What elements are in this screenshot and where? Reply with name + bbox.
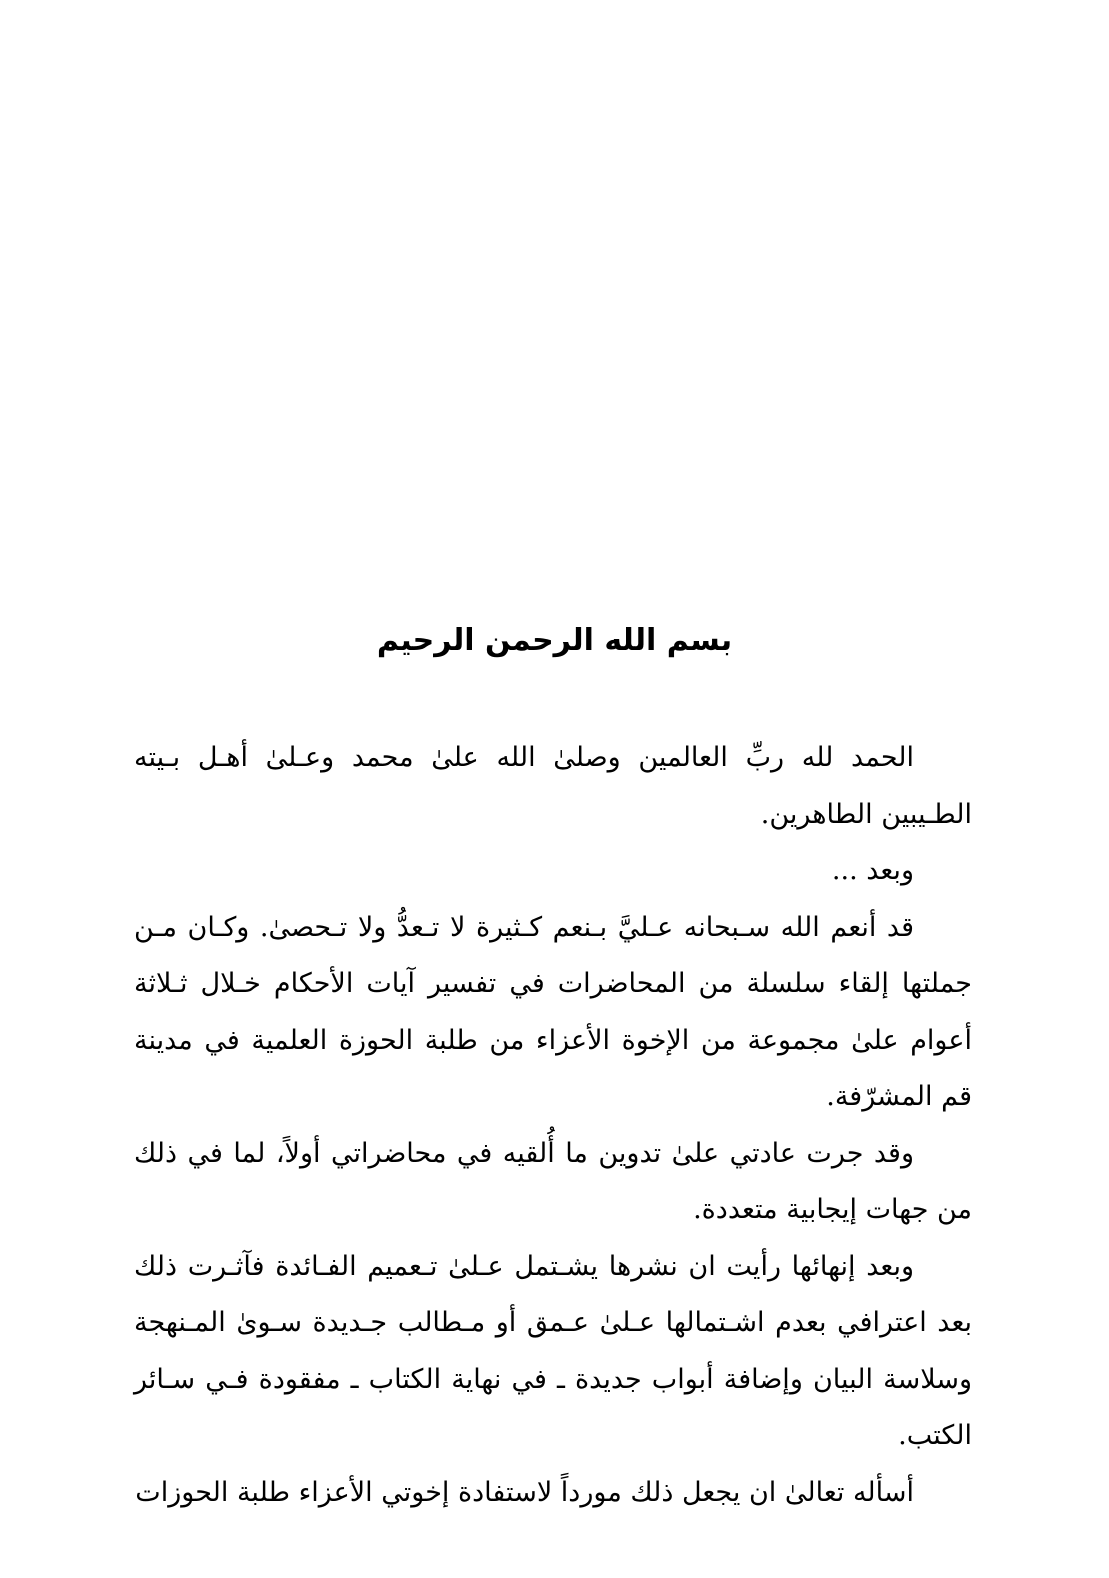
document-body	[134, 730, 972, 1521]
page-title: بسم الله الرحمن الرحيم	[376, 623, 733, 658]
paragraph-prayer: أسأله تعالىٰ ان يجعل ذلك مورداً لاستفادة إخوتي الأعزاء طلبة الحوزات	[135, 1476, 914, 1508]
paragraph-lectures: قد أنعم الله سـبحانه عـليَّ بـنعم كـثيرة لا تـعدُّ ولا تـحصىٰ. وكـان مـن جملتها إلقاء سلسلة من المحاضرات في تفسير آيات الأحكام خـلال ثـلاثة أعوام علىٰ مجموعة من الإخوة الأعزاء من طلبة الحوزة العلمية في مدينة قم المشرّفة.	[134, 911, 972, 1112]
paragraph-wa-baad: وبعد ...	[831, 855, 914, 886]
paragraph-praise: الحمد لله ربِّ العالمين وصلىٰ الله علىٰ محمد وعـلىٰ أهـل بـيته الطـيبين الطاهرين.	[134, 742, 972, 830]
paragraph-publishing: وبعد إنهائها رأيت ان نشرها يشـتمل عـلىٰ تـعميم الفـائدة فآثـرت ذلك بعد اعترافي بعدم اشـتمالها عـلىٰ عـمق أو مـطالب جـديدة سـوىٰ المـنهجة وسلاسة البيان وإضافة أبواب جديدة ـ في نهاية الكتاب ـ مفقودة فـي سـائر الكتب.	[134, 1250, 972, 1451]
paragraph-recording: وقد جرت عادتي علىٰ تدوين ما أُلقيه في محاضراتي أولاً، لما في ذلك من جهات إيجابية متعددة.	[134, 1137, 972, 1225]
